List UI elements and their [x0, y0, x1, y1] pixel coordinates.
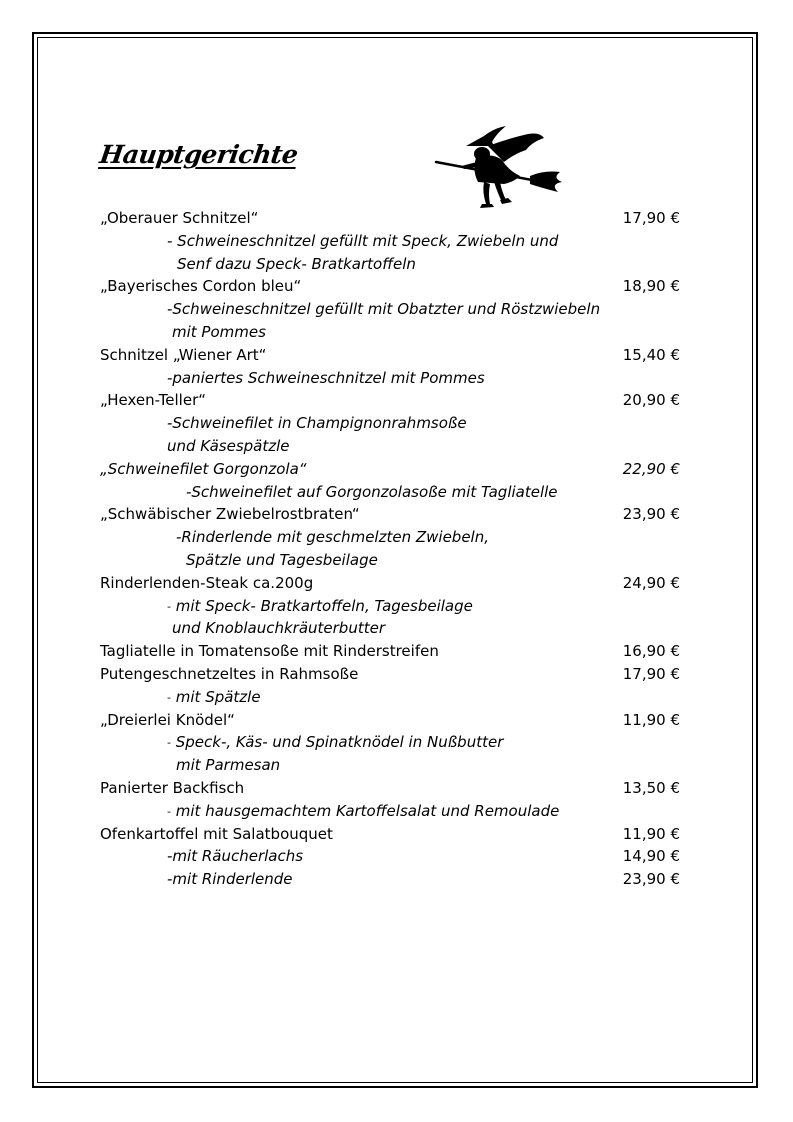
menu-item	[100, 572, 680, 595]
menu-item-description	[100, 298, 680, 321]
menu-item-option	[100, 868, 680, 891]
menu-item	[100, 207, 680, 230]
menu-item-description	[100, 617, 680, 640]
dash-marker: -	[167, 690, 171, 704]
dish-description: mit Pommes	[172, 322, 266, 341]
menu-item	[100, 458, 680, 481]
menu-item-description	[100, 595, 680, 618]
dish-name: „Schweinefilet Gorgonzola“	[100, 459, 307, 478]
menu-item-description	[100, 367, 680, 390]
dish-price: 17,90 €	[622, 209, 680, 227]
dish-description: -Schweineschnitzel gefüllt mit Obatzter und Röstzwiebeln	[167, 300, 601, 319]
dish-name: „Hexen-Teller“	[100, 391, 207, 410]
dish-description: -Rinderlende mit geschmelzten Zwiebeln,	[176, 528, 489, 547]
dish-description: Senf dazu Speck- Bratkartoffeln	[177, 254, 416, 273]
dash-marker: -	[167, 736, 171, 750]
menu-item-description	[100, 435, 680, 458]
menu-item-description	[100, 526, 680, 549]
dish-description: Speck-, Käs- und Spinatknödel in Nußbutter	[175, 733, 504, 752]
dish-price: 23,90 €	[622, 870, 680, 889]
menu-item	[100, 389, 680, 412]
dish-description: - Schweineschnitzel gefüllt mit Speck, Zwiebeln und	[167, 231, 559, 250]
dish-price: 16,90 €	[622, 642, 680, 661]
dish-price: 15,40 €	[622, 345, 680, 364]
menu-item-description	[100, 549, 680, 572]
menu-item	[100, 503, 680, 526]
section-title: Hauptgerichte	[97, 140, 300, 169]
dish-description: mit hausgemachtem Kartoffelsalat und Remoulade	[175, 801, 560, 820]
menu-item	[100, 709, 680, 732]
menu-item	[100, 344, 680, 367]
dish-price: 13,50 €	[622, 778, 680, 797]
dish-description: -Schweinefilet in Champignonrahmsoße	[167, 414, 467, 433]
dish-price: 11,90 €	[622, 824, 680, 843]
dish-description: und Käsespätzle	[167, 436, 290, 455]
dash-marker: -	[167, 599, 171, 613]
dish-name: Putengeschnetzeltes in Rahmsoße	[100, 664, 359, 683]
dish-description: mit Spätzle	[175, 687, 261, 706]
menu-item	[100, 663, 680, 686]
dish-name: Schnitzel „Wiener Art“	[100, 345, 267, 364]
menu-list	[100, 207, 680, 891]
menu-item-description	[100, 686, 680, 709]
dish-name: „Oberauer Schnitzel“	[100, 209, 259, 227]
dish-price: 24,90 €	[622, 573, 680, 592]
menu-item-description	[100, 321, 680, 344]
dish-description: -mit Rinderlende	[167, 870, 293, 889]
dish-name: „Bayerisches Cordon bleu“	[100, 277, 302, 296]
menu-item-description	[100, 230, 680, 253]
dish-price: 14,90 €	[622, 847, 680, 866]
dish-description: -Schweinefilet auf Gorgonzolasoße mit Tagliatelle	[186, 482, 558, 501]
menu-item	[100, 640, 680, 663]
dish-price: 22,90 €	[622, 459, 680, 478]
dish-name: „Schwäbischer Zwiebelrostbraten“	[100, 505, 360, 524]
menu-item	[100, 275, 680, 298]
dish-name: Panierter Backfisch	[100, 778, 245, 797]
menu-item	[100, 777, 680, 800]
dish-description: mit Speck- Bratkartoffeln, Tagesbeilage	[175, 596, 473, 615]
dish-name: Tagliatelle in Tomatensoße mit Rinderstreifen	[100, 642, 439, 661]
dish-price: 20,90 €	[622, 391, 680, 410]
dish-price: 23,90 €	[622, 505, 680, 524]
dish-description: -mit Räucherlachs	[167, 847, 304, 866]
dish-description: -paniertes Schweineschnitzel mit Pommes	[167, 368, 485, 387]
dish-description: Spätzle und Tagesbeilage	[186, 550, 378, 569]
menu-item-description	[100, 412, 680, 435]
menu-item-description	[100, 481, 680, 504]
dish-name: „Dreierlei Knödel“	[100, 710, 235, 729]
dish-price: 17,90 €	[622, 664, 680, 683]
dish-name: Rinderlenden-Steak ca.200g	[100, 573, 314, 592]
dish-description: und Knoblauchkräuterbutter	[172, 619, 385, 638]
menu-item-description	[100, 800, 680, 823]
dish-name: Ofenkartoffel mit Salatbouquet	[100, 824, 333, 843]
menu-item-option	[100, 845, 680, 868]
dish-price: 18,90 €	[622, 277, 680, 296]
menu-item	[100, 823, 680, 846]
menu-item-description	[100, 253, 680, 276]
dish-description: mit Parmesan	[176, 756, 281, 775]
menu-item-description	[100, 731, 680, 754]
dash-marker: -	[167, 804, 171, 818]
witch-on-broom-icon	[432, 124, 564, 210]
menu-item-description	[100, 754, 680, 777]
dish-price: 11,90 €	[622, 710, 680, 729]
